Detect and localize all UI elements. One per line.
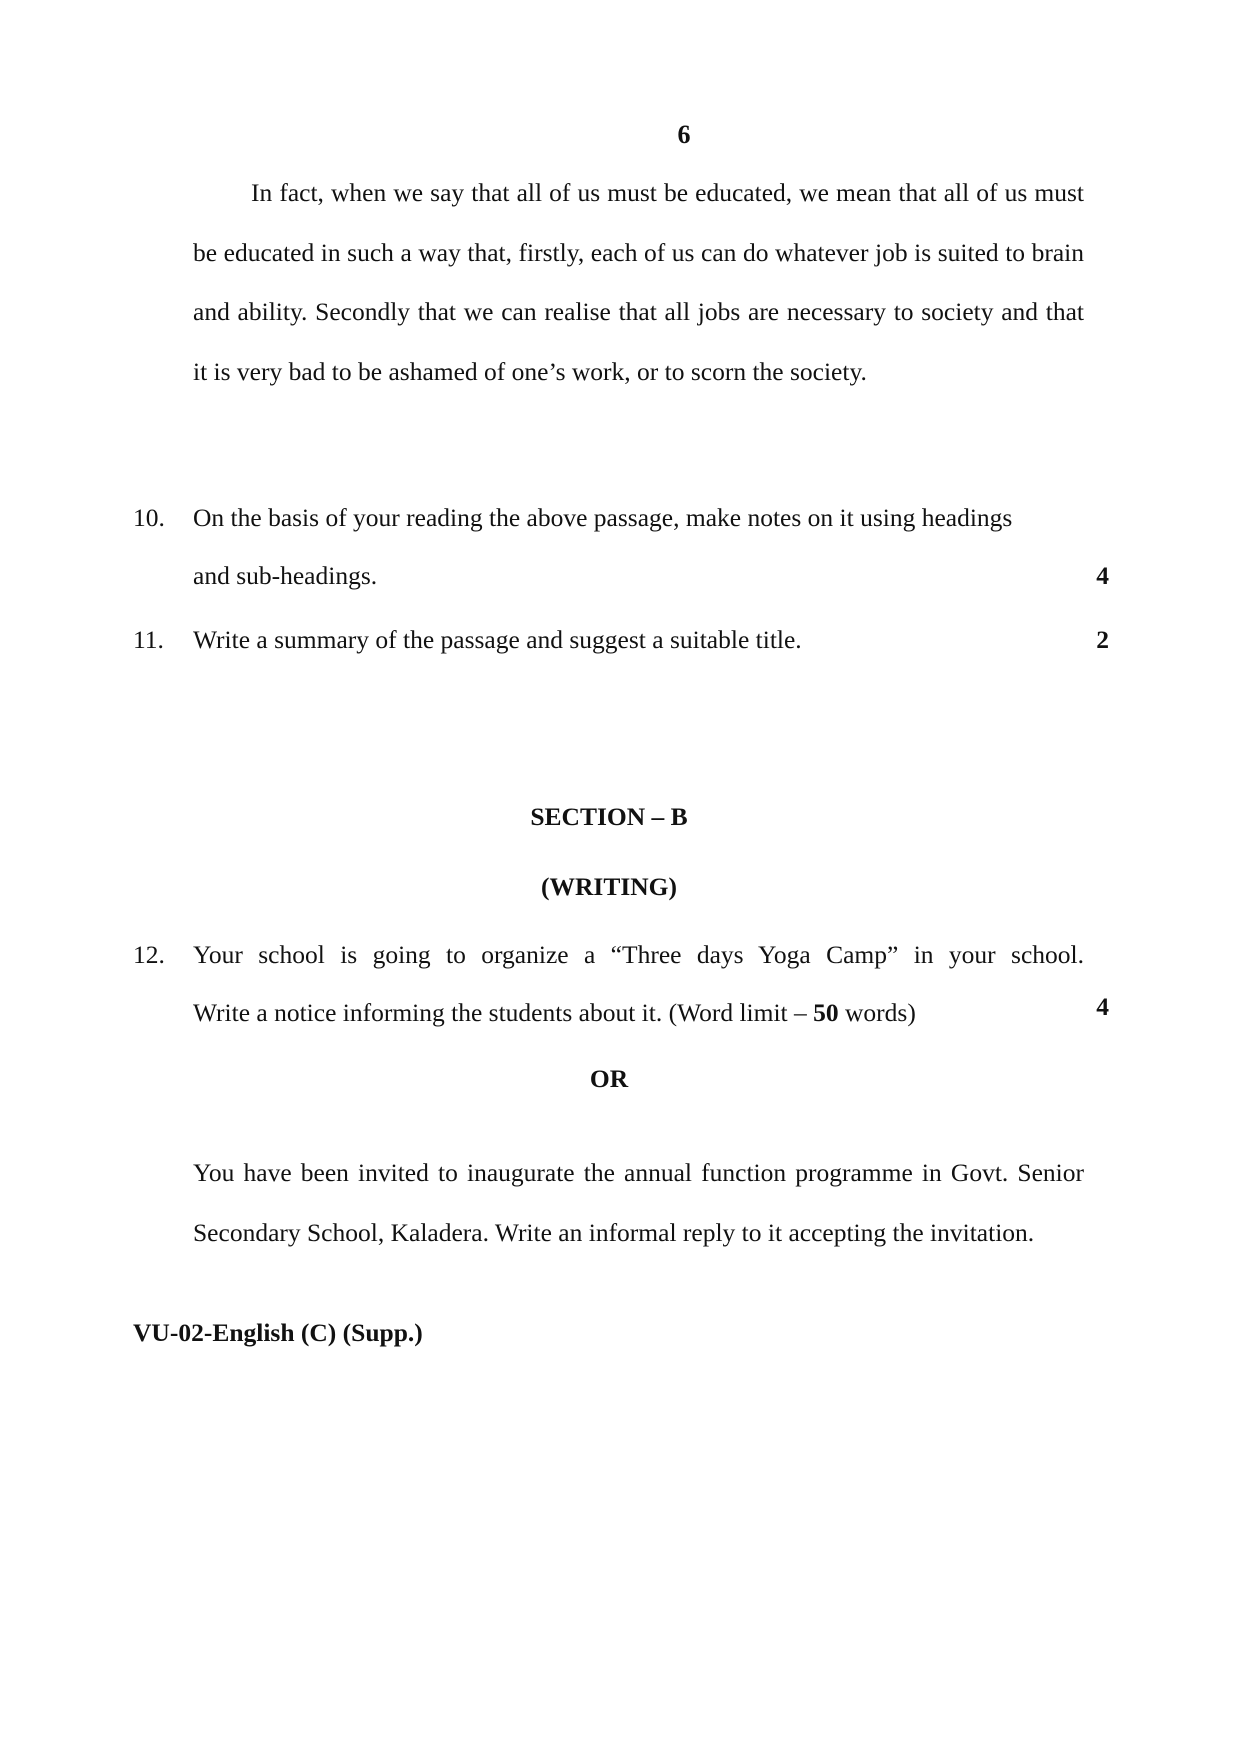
word-limit-prefix: Write a notice informing the students about it. (Word limit – (193, 998, 814, 1027)
question-number: 12. (133, 940, 165, 969)
reading-passage-ending: In fact, when we say that all of us must be educated, we mean that all of us must be educated in such a way that, firstly, each of us can do whatever job is suited to brain and ability. Secondly that we can realise that all jobs are necessary to society and that it is very bad to be ashamed of one’s work, or to scorn the society. (193, 178, 1084, 386)
section-title: SECTION – B (530, 802, 688, 831)
question-text-line-1: Your school is going to organize a “Three days Yoga Camp” in your school. (193, 940, 1084, 969)
question-marks: 2 (1096, 625, 1109, 654)
question-marks: 4 (1096, 992, 1109, 1021)
question-text-line-1: Write a summary of the passage and suggest a suitable title. (193, 625, 802, 654)
question-text (193, 489, 1084, 605)
question-text (193, 926, 1084, 1042)
paper-code: VU-02-English (C) (Supp.) (133, 1318, 423, 1347)
question-text-line-2 (193, 998, 916, 1027)
alternative-question-text: You have been invited to inaugurate the annual function programme in Govt. Senior Secondary School, Kaladera. Write an informal reply to it accepting the invitation. (193, 1158, 1084, 1247)
question-text (193, 611, 1084, 669)
or-label: OR (589, 1064, 629, 1093)
section-subtitle: (WRITING) (540, 872, 677, 901)
word-limit-number: 50 (813, 998, 839, 1027)
question-text-line-2: and sub-headings. (193, 561, 378, 590)
question-number: 10. (133, 503, 165, 532)
question-number: 11. (133, 625, 164, 654)
word-limit-suffix: words) (838, 998, 916, 1027)
question-marks: 4 (1096, 561, 1109, 590)
question-text-line-1: On the basis of your reading the above passage, make notes on it using headings (193, 503, 1013, 532)
page-number: 6 (677, 120, 691, 149)
